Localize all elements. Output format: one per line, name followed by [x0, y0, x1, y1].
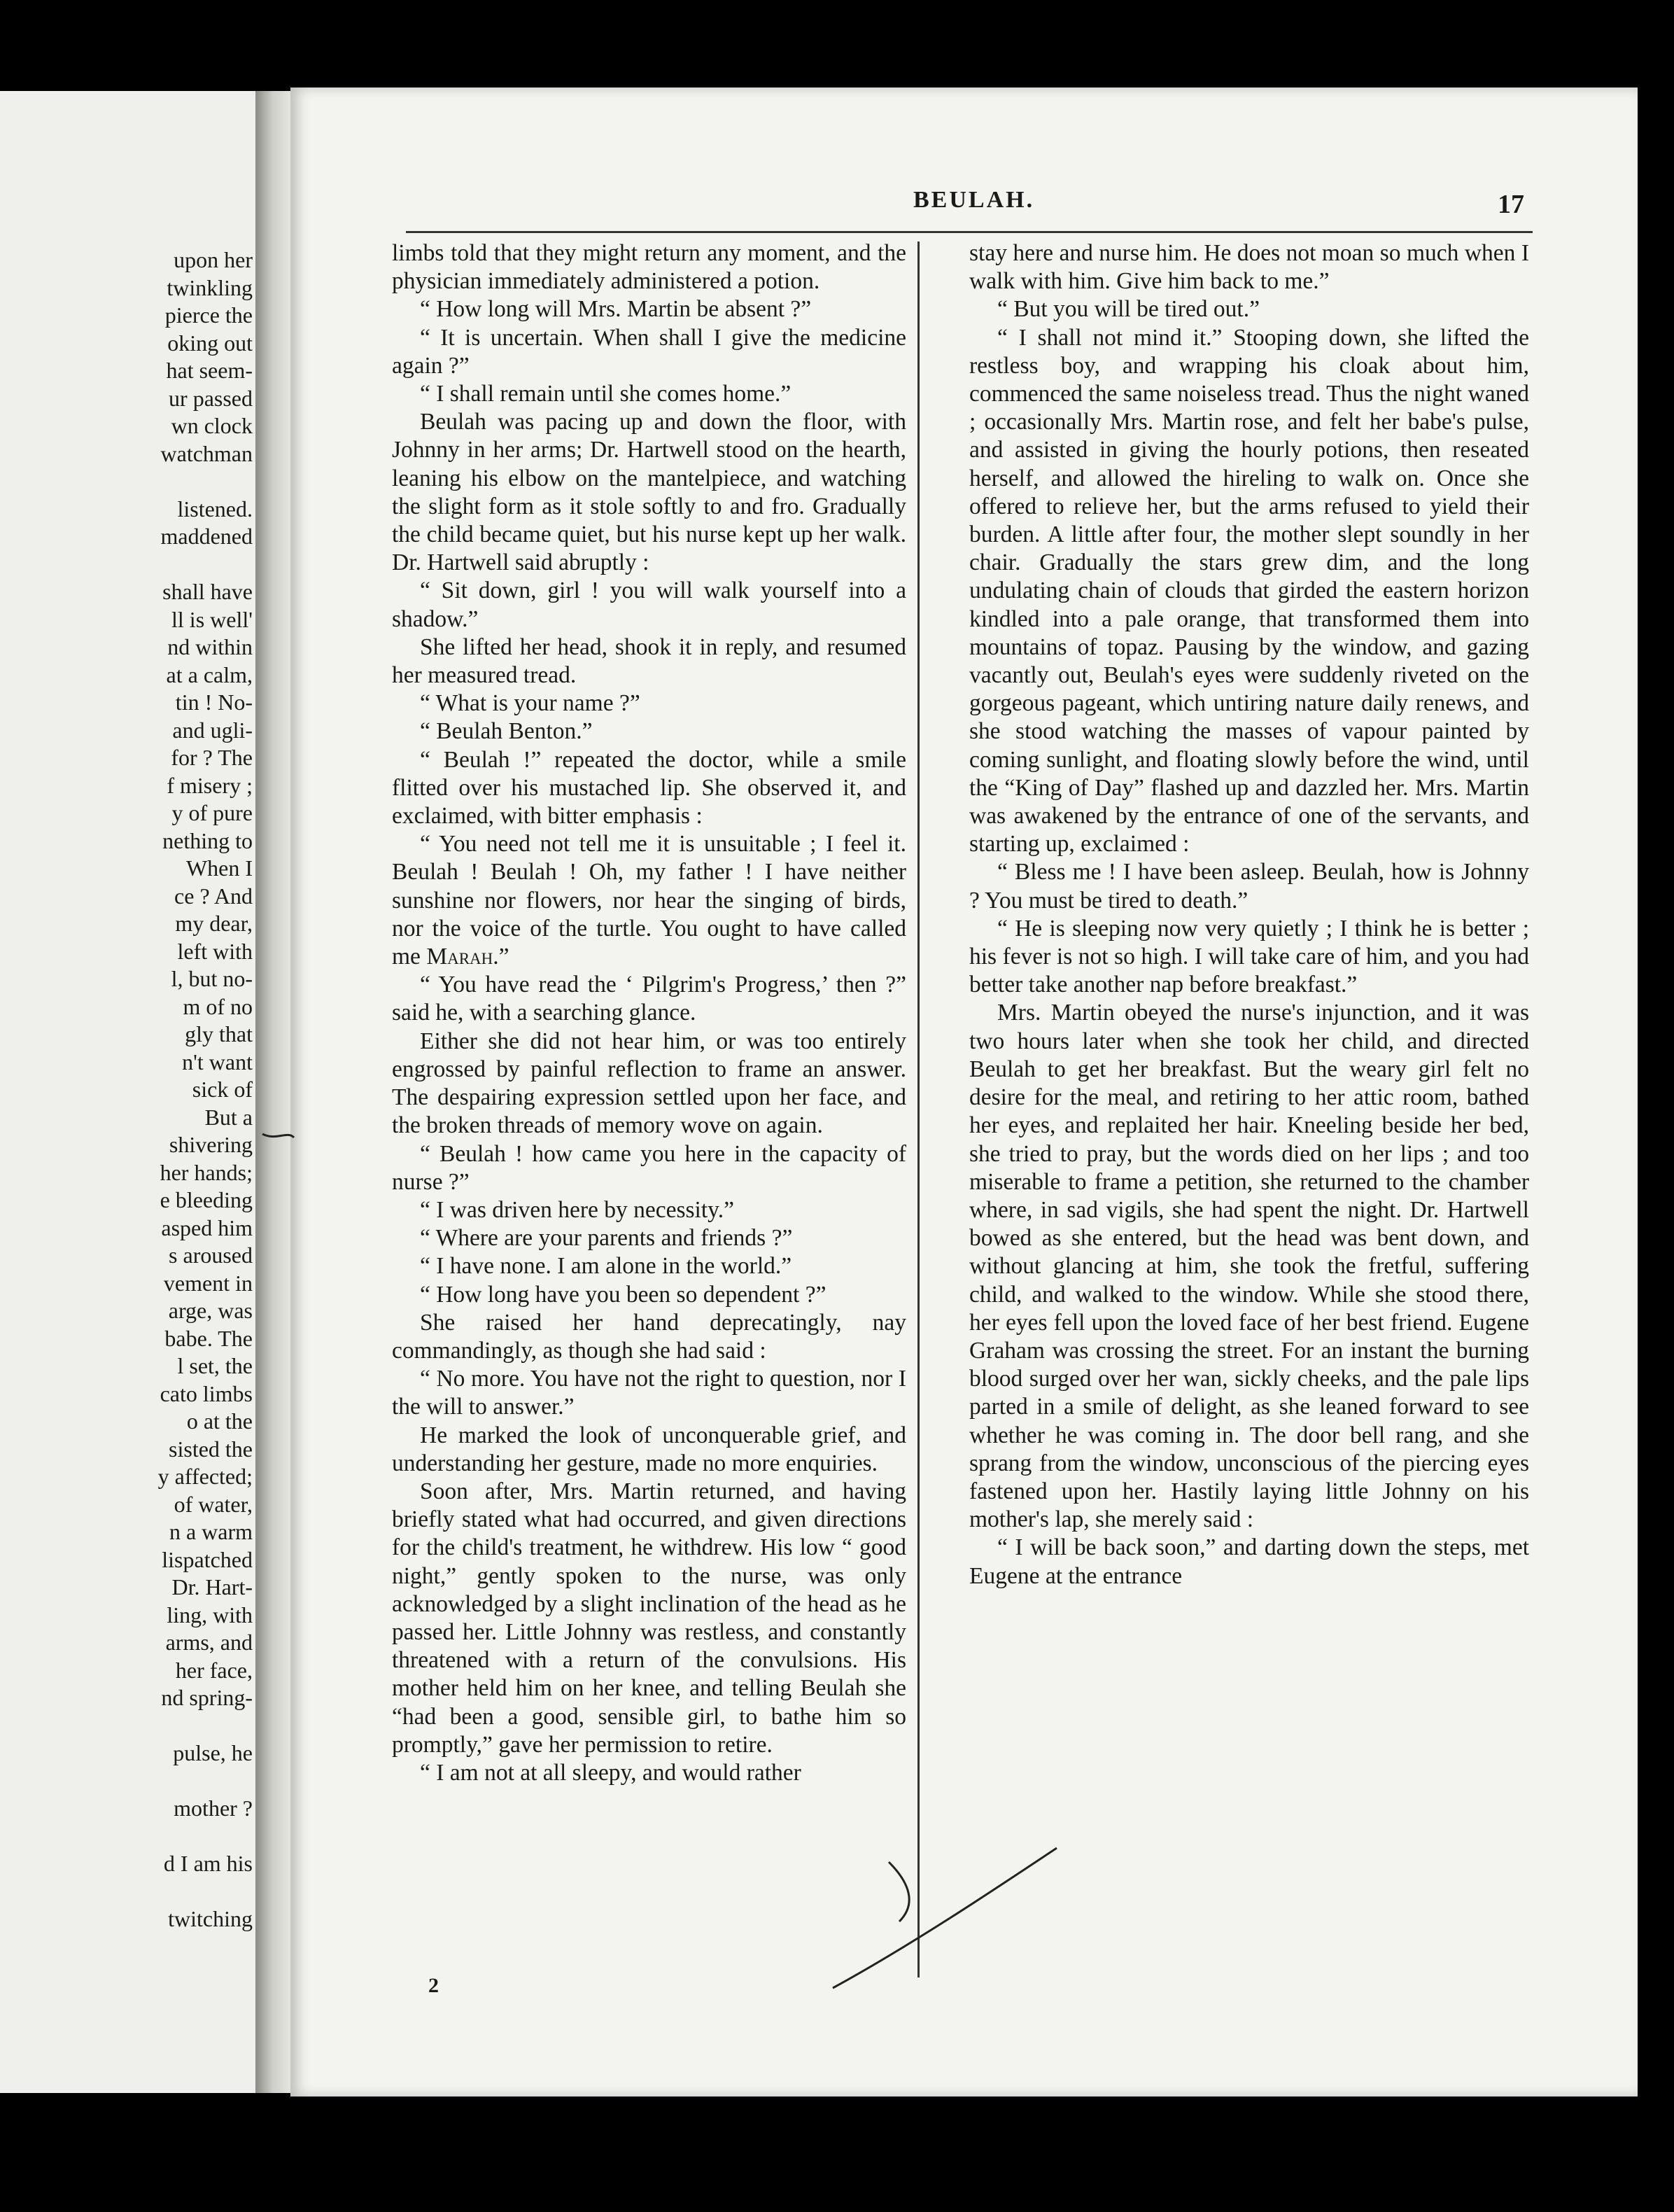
left-page-line — [1, 1878, 253, 1906]
left-page-line: o at the — [186, 1408, 253, 1434]
left-page-line: babe. The — [164, 1325, 253, 1351]
paragraph: “ How long will Mrs. Martin be absent ?” — [420, 296, 812, 323]
paragraph: stay here and nurse him. He does not moan so much when I walk with him. Give him back to me.” — [969, 240, 1529, 295]
paragraph: “ How long have you been so dependent ?” — [420, 1281, 827, 1308]
left-page-line: watchman — [160, 440, 253, 466]
left-page-line: asped him — [161, 1214, 253, 1240]
paragraph: “ I shall remain until she comes home.” — [420, 381, 792, 407]
left-page-line: upon her — [174, 247, 253, 272]
left-page-line: at a calm, — [166, 662, 253, 687]
left-page-line: shivering — [169, 1132, 253, 1157]
left-page-line: left with — [177, 938, 253, 964]
left-page-line: pulse, he — [173, 1740, 253, 1765]
left-page-line: twinkling — [167, 274, 253, 300]
left-page-text — [1, 246, 253, 1933]
left-page-line: wn clock — [171, 413, 253, 438]
left-page-line: hat seem- — [166, 358, 253, 383]
signature-mark: 2 — [428, 1974, 439, 1997]
marah-name: Marah. — [426, 944, 499, 970]
paragraph: “ Sit down, girl ! you will walk yourself into a shadow.” — [392, 578, 906, 632]
left-page-line: sick of — [192, 1077, 253, 1102]
left-page-line: l, but no- — [171, 966, 253, 991]
left-page-line: ur passed — [169, 385, 253, 411]
left-page-line: gly that — [185, 1021, 253, 1046]
left-page-line: nething to — [162, 827, 253, 853]
paragraph: Mrs. Martin obeyed the nurse's injunction, and it was two hours later when she took her child, and directed Beulah to get her breakfast. But the weary girl felt no desire for the meal, and retiring to her attic room, bathed her eyes, and replaited her hair. Kneeling beside her bed, she tried to pray, but the words died on her lips ; and too miserable to frame a petition, she returned to the chamber where, in sad vigils, she had spent the night. Dr. Hartwell bowed as she entered, but the head was bent down, and without glancing at him, she took the fretful, suffering child, and walked to the window. While she stood there, her eyes fell upon the loved face of her best friend. Eugene Graham was crossing the street. For an instant the burning blood surged over her wan, sickly cheeks, and the pale lips parted in a smile of delight, as she leaned forward to see whether he was coming in. The door bell rang, and she sprang from the window, unconscious of the piercing eyes fastened upon her. Hastily laying little Johnny on his mother's lap, she merely said : — [969, 1000, 1529, 1533]
left-page-line: When I — [185, 855, 253, 881]
left-page-line: mother ? — [174, 1795, 253, 1821]
left-page-line: arms, and — [165, 1630, 253, 1655]
left-page-line: nd within — [167, 634, 253, 659]
left-page-line: ling, with — [167, 1602, 253, 1628]
left-page-line: nd spring- — [161, 1685, 253, 1710]
left-page-line: vement in — [163, 1270, 253, 1296]
header-rule — [406, 231, 1533, 233]
left-page-line: But a — [204, 1104, 253, 1130]
paragraph: “ I have none. I am alone in the world.” — [420, 1253, 792, 1280]
paragraph: Beulah was pacing up and down the floor, with Johnny in her arms; Dr. Hartwell stood on the hearth, leaning his elbow on the mantelpiece, and watching the slight form as it stole softly to and fro. Gradually the child became quiet, but his nurse kept up her walk. Dr. Hartwell said abruptly : — [392, 409, 906, 576]
left-page-line: f misery ; — [167, 772, 253, 798]
paragraph: “ It is uncertain. When shall I give the medicine again ?” — [392, 324, 906, 379]
left-page-line — [1, 468, 253, 496]
left-page-line: arge, was — [168, 1298, 253, 1323]
left-page-line: y affected; — [157, 1464, 253, 1489]
paragraph: “ What is your name ?” — [420, 690, 640, 717]
left-page-line — [1, 1823, 253, 1851]
left-page-line: l set, the — [177, 1353, 253, 1378]
paragraph-text: “ You need not tell me it is unsuitable ; I feel it. Beulah ! Beulah ! Oh, my father ! I have neither sunshine nor flowers, nor hear the singing of birds, nor the voice of the turtle. You ought to have called me — [392, 831, 906, 970]
left-page-line: her face, — [175, 1657, 253, 1683]
left-page-line: n't want — [182, 1049, 253, 1074]
paragraph: limbs told that they might return any moment, and the physician immediately administered a potion. — [392, 240, 906, 295]
page-number: 17 — [1498, 190, 1524, 219]
left-page-line: my dear, — [175, 911, 253, 936]
left-page-line — [1, 1768, 253, 1795]
left-page-line: s aroused — [169, 1242, 253, 1268]
paragraph: “ No more. You have not the right to question, nor I the will to answer.” — [392, 1366, 906, 1420]
paragraph — [392, 830, 906, 971]
paragraph: She raised her hand deprecatingly, nay commandingly, as though she had said : — [392, 1309, 906, 1364]
paragraph: “ Where are your parents and friends ?” — [420, 1225, 793, 1252]
left-page-fragment — [0, 91, 255, 2093]
left-page-line: of water, — [174, 1491, 253, 1517]
paragraph: “ I shall not mind it.” Stooping down, she lifted the restless boy, and wrapping his cloak about him, commenced the same noiseless tread. Thus the night waned ; occasionally Mrs. Martin rose, and felt her babe's pulse, and assisted in giving the hourly potions, then reseated herself, and allowed the hireling to walk on. Once she offered to relieve her, but the arms refused to yield their burden. A little after four, the mother slept soundly in her chair. Gradually the stars grew dim, and the long undulating chain of clouds that girded the eastern horizon kindled into a pale orange, that transformed them into mountains of topaz. Pausing by the window, and gazing vacantly out, Beulah's eyes were suddenly riveted on the gorgeous pageant, which untiring nature daily renews, and she stood watching the masses of vapour painted by coming sunlight, and floating slowly before the wind, until the “King of Day” flashed up and dazzled her. Mrs. Martin was awakened by the entrance of one of the servants, and starting up, exclaimed : — [969, 324, 1529, 858]
left-page-line: d I am his — [163, 1851, 253, 1876]
left-page-line: n a warm — [169, 1519, 253, 1544]
left-page-line: ll is well' — [171, 606, 253, 632]
book-gutter — [255, 91, 294, 2093]
paragraph: “ You have read the ‘ Pilgrim's Progress,’ then ?” said he, with a searching glance. — [392, 972, 906, 1026]
paragraph: “ Bless me ! I have been asleep. Beulah, how is Johnny ? You must be tired to death.” — [969, 859, 1529, 913]
column-right — [969, 239, 1529, 1590]
left-page-line: lispatched — [162, 1546, 253, 1572]
left-page-line: maddened — [160, 524, 253, 549]
left-page-line: cato limbs — [160, 1380, 253, 1406]
paragraph: Either she did not hear him, or was too entirely engrossed by painful reflection to frame an answer. The despairing expression settled upon her face, and the broken threads of memory wove on again. — [392, 1028, 906, 1139]
left-page-line: e bleeding — [160, 1187, 253, 1212]
left-page-line: ce ? And — [174, 883, 253, 909]
left-page-line — [1, 551, 253, 579]
column-divider — [917, 241, 920, 1977]
paragraph: “ Beulah Benton.” — [420, 718, 593, 745]
left-page-line: tin ! No- — [175, 690, 253, 715]
left-page-line: oking out — [167, 330, 253, 356]
left-page-line: Dr. Hart- — [171, 1574, 253, 1600]
left-page-line: her hands; — [160, 1159, 253, 1185]
left-page-line: for ? The — [171, 745, 253, 770]
left-page-line: sisted the — [169, 1436, 253, 1462]
scan-edge — [294, 2096, 1638, 2212]
paragraph: “ He is sleeping now very quietly ; I think he is better ; his fever is not so high. I will take care of him, and you had better take another nap before breakfast.” — [969, 915, 1529, 998]
left-page-line: shall have — [162, 579, 253, 604]
closing-quote: ” — [498, 944, 509, 970]
left-page-line: twitching — [168, 1906, 253, 1931]
paragraph: He marked the look of unconquerable grief, and understanding her gesture, made no more enquiries. — [392, 1422, 906, 1476]
left-page-line: and ugli- — [172, 717, 253, 743]
left-page-line — [1, 1712, 253, 1740]
paragraph: “ I will be back soon,” and darting down the steps, met Eugene at the entrance — [969, 1534, 1529, 1589]
left-page-line: m of no — [183, 993, 253, 1019]
paragraph: “ I was driven here by necessity.” — [420, 1196, 734, 1223]
paragraph: “ I am not at all sleepy, and would rather — [420, 1759, 801, 1786]
left-page-line: listened. — [177, 496, 253, 522]
running-title: BEULAH. — [913, 187, 1035, 213]
paragraph: “ Beulah !” repeated the doctor, while a smile flitted over his mustached lip. She observed it, and exclaimed, with bitter emphasis : — [392, 746, 906, 830]
paragraph: “ Beulah ! how came you here in the capacity of nurse ?” — [392, 1140, 906, 1195]
left-page-line: y of pure — [171, 800, 253, 825]
left-page-line: pierce the — [164, 302, 253, 328]
paragraph: Soon after, Mrs. Martin returned, and having briefly stated what had occurred, and given directions for the child's treatment, he withdrew. His low “ good night,” gently spoken to the nurse, was only acknowledged by a slight inclination of the head as he passed her. Little Johnny was restless, and constantly threatened with a return of the convulsions. His mother held him on her knee, and telling Beulah she “had been a good, sensible girl, to bathe him so promptly,” gave her permission to retire. — [392, 1478, 906, 1758]
paragraph: “ But you will be tired out.” — [997, 296, 1260, 323]
column-left — [392, 239, 906, 1787]
paragraph: She lifted her head, shook it in reply, and resumed her measured tread. — [392, 634, 906, 689]
